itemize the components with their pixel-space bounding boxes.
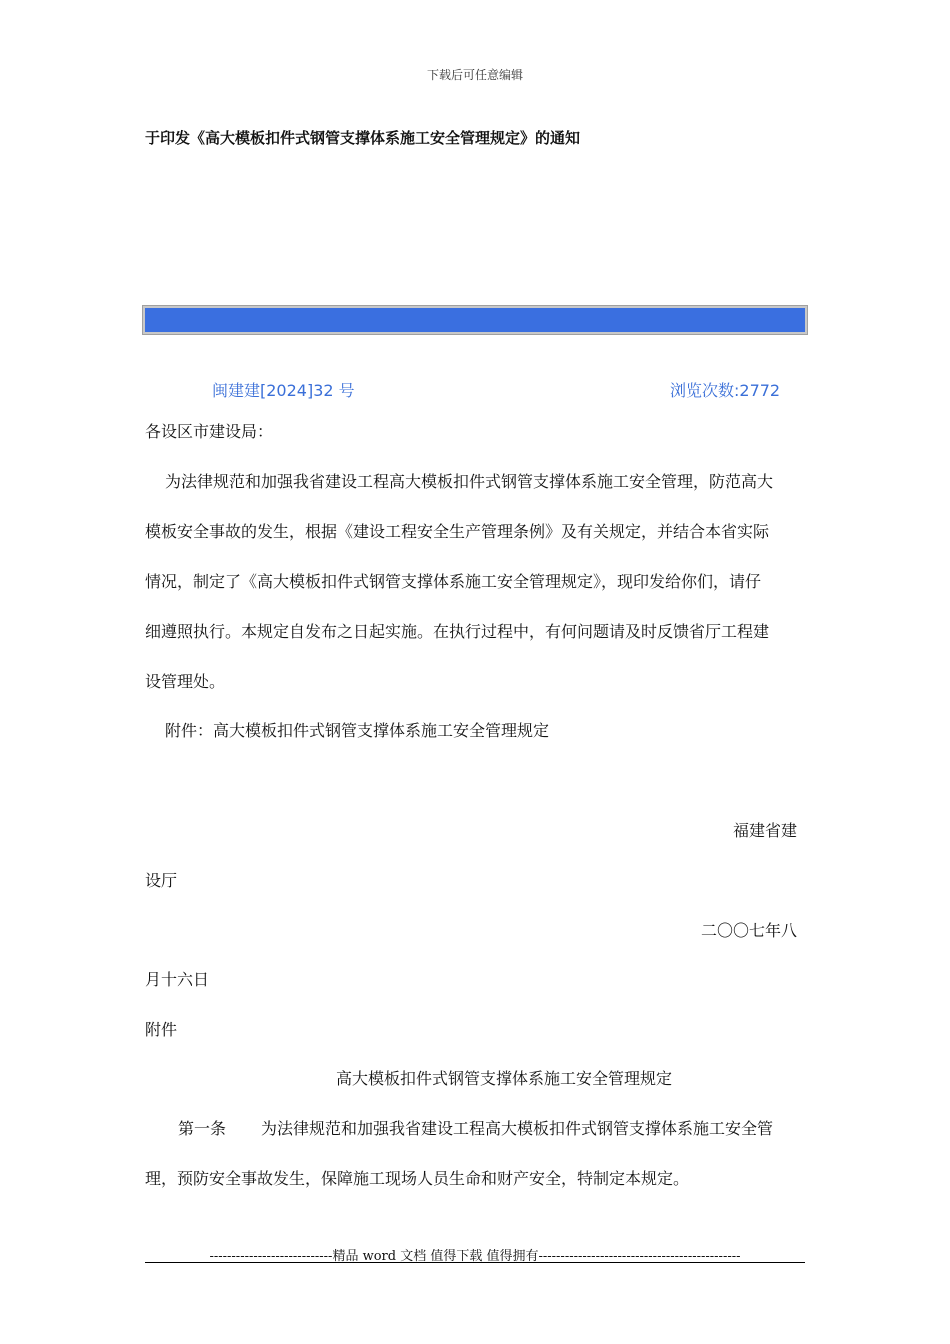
document-number: 闽建建[2024]32 号 (212, 381, 355, 400)
article-text: 为法律规范和加强我省建设工程高大模板扣件式钢管支撑体系施工安全管 (261, 1119, 774, 1138)
header-note: 下载后可任意编辑 (426, 68, 523, 82)
view-count: 浏览次数:2772 (670, 381, 781, 400)
signature-date: 二〇〇七年八 (700, 921, 797, 940)
blue-banner-bar (143, 306, 807, 334)
article-text: 理，预防安全事故发生，保障施工现场人员生命和财产安全，特制定本规定。 (145, 1169, 690, 1188)
document-title: 于印发《高大模板扣件式钢管支撑体系施工安全管理规定》的通知 (145, 129, 581, 147)
body-line: 设管理处。 (145, 672, 226, 691)
signature-org-continued: 设厅 (145, 871, 178, 890)
attachment-heading: 附件 (145, 1020, 178, 1039)
body-line: 情况，制定了《高大模板扣件式钢管支撑体系施工安全管理规定》，现印发给你们，请仔 (145, 572, 762, 591)
footer-text: ----------------------------精品 word 文档 值得下载 值得拥有---------------------------------------------- (209, 1249, 741, 1264)
rules-title: 高大模板扣件式钢管支撑体系施工安全管理规定 (335, 1069, 672, 1088)
signature-org: 福建省建 (732, 821, 797, 840)
footer-rule (145, 1262, 805, 1263)
signature-date-continued: 月十六日 (145, 970, 210, 989)
body-line: 细遵照执行。本规定自发布之日起实施。在执行过程中，有何问题请及时反馈省厅工程建 (145, 622, 770, 641)
body-line: 为法律规范和加强我省建设工程高大模板扣件式钢管支撑体系施工安全管理，防范高大 (165, 472, 774, 491)
attachment-line: 附件：高大模板扣件式钢管支撑体系施工安全管理规定 (165, 721, 550, 740)
body-line: 模板安全事故的发生，根据《建设工程安全生产管理条例》及有关规定，并结合本省实际 (145, 522, 770, 541)
article-label: 第一条 (178, 1119, 227, 1138)
salutation: 各设区市建设局： (145, 422, 274, 441)
